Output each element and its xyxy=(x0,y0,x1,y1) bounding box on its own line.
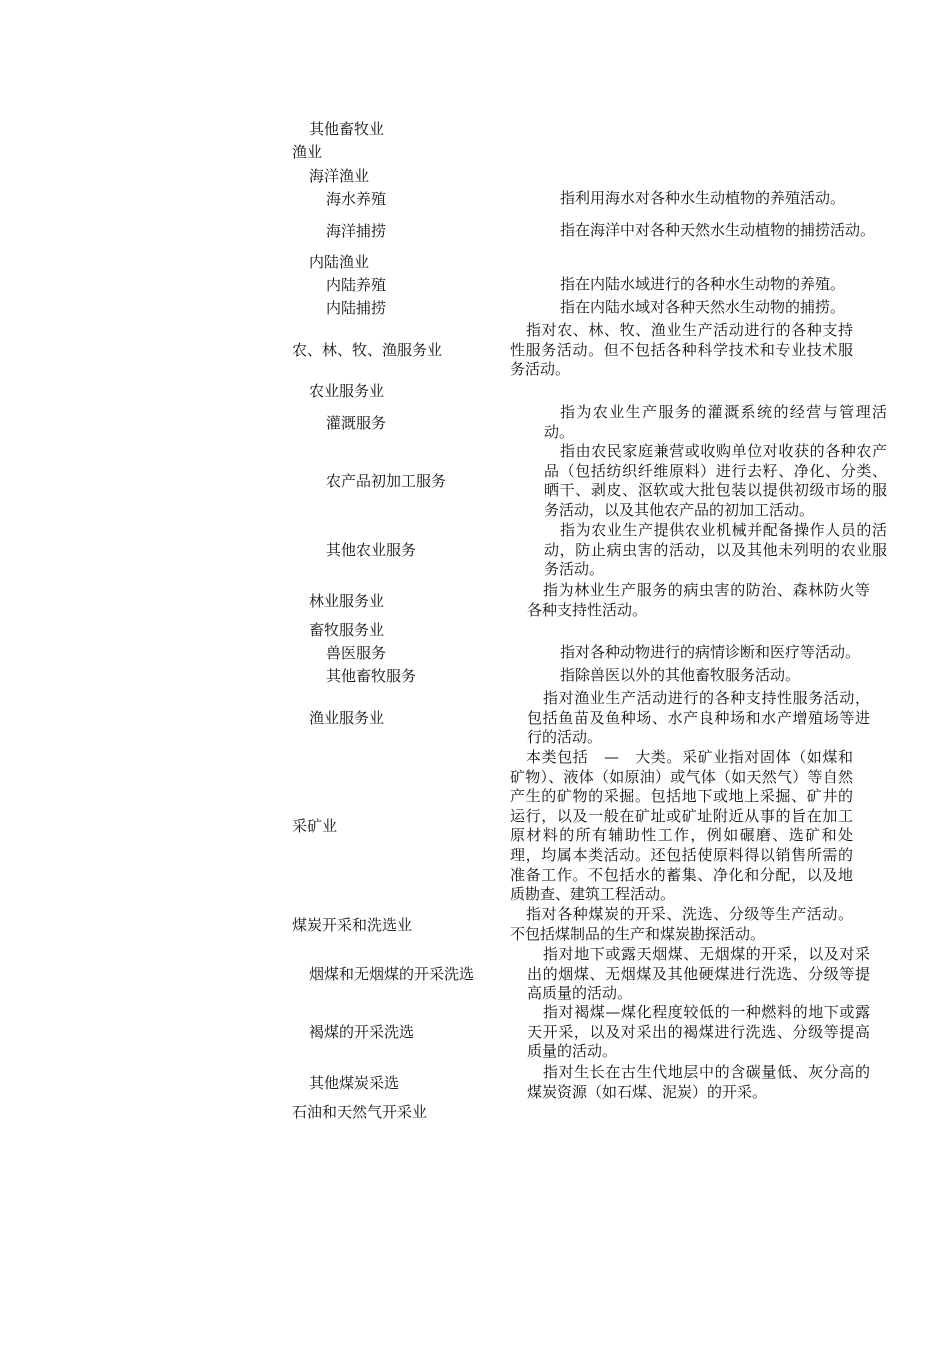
category-description: 指对生长在古生代地层中的含碳量低、灰分高的煤炭资源（如石煤、泥炭）的开采。 xyxy=(527,1063,870,1101)
category-description: 指对各种动物进行的病情诊断和医疗等活动。 xyxy=(560,643,861,662)
category-name: 内陆养殖 xyxy=(326,276,387,294)
category-name: 渔业 xyxy=(292,143,323,161)
category-description: 指除兽医以外的其他畜牧服务活动。 xyxy=(560,666,801,685)
table-row xyxy=(292,321,862,380)
table-row xyxy=(292,1101,862,1123)
category-name: 农产品初加工服务 xyxy=(326,472,447,491)
category-description: 指对渔业生产活动进行的各种支持性服务活动，包括鱼苗及鱼种场、水产良种场和水产增殖场等进行的活动。 xyxy=(527,689,870,747)
category-name: 褐煤的开采洗选 xyxy=(309,1023,415,1042)
table-row xyxy=(292,521,887,580)
category-description: 指对农、林、牧、渔业生产活动进行的各种支持性服务活动。但不包括各种科学技术和专业技术服务活动。 xyxy=(510,321,853,379)
category-description: 指对褐煤—煤化程度较低的一种燃料的地下或露天开采，以及对采出的褐煤进行洗选、分级等提高质量的活动。 xyxy=(527,1003,870,1061)
table-row xyxy=(292,1003,870,1062)
table-row xyxy=(292,220,876,242)
category-description: 指利用海水对各种水生动植物的养殖活动。 xyxy=(560,189,846,208)
category-description: 指为林业生产服务的病虫害的防治、森林防火等各种支持性活动。 xyxy=(527,581,870,619)
category-name: 石油和天然气开采业 xyxy=(292,1103,428,1121)
category-name: 内陆渔业 xyxy=(309,253,370,271)
category-name: 农、林、牧、渔服务业 xyxy=(292,341,443,360)
table-row xyxy=(292,188,862,210)
table-row xyxy=(292,403,887,442)
category-description: 指为农业生产提供农业机械并配备操作人员的活动，防止病虫害的活动，以及其他未列明的农业服务活动。 xyxy=(544,521,887,579)
category-name: 采矿业 xyxy=(292,817,338,836)
table-row xyxy=(292,581,870,620)
table-row xyxy=(292,380,862,402)
category-name: 海水养殖 xyxy=(326,190,387,208)
category-name: 其他农业服务 xyxy=(326,541,417,560)
table-row xyxy=(292,1063,870,1102)
category-description: 指在海洋中对各种天然水生动植物的捕捞活动。 xyxy=(560,221,876,240)
table-row xyxy=(292,297,862,319)
table-row xyxy=(292,689,870,748)
table-row xyxy=(292,619,862,641)
category-name: 烟煤和无烟煤的开采洗选 xyxy=(309,965,475,984)
table-row xyxy=(292,442,887,520)
category-description: 指为农业生产服务的灌溉系统的经营与管理活动。 xyxy=(544,403,887,441)
table-row xyxy=(292,165,862,187)
table-row xyxy=(292,251,862,273)
table-row xyxy=(292,905,862,944)
category-description: 指由农民家庭兼营或收购单位对收获的各种农产品（包括纺织纤维原料）进行去籽、净化、分类、晒干、剥皮、沤软或大批包装以提供初级市场的服务活动，以及其他农产品的初加工活动。 xyxy=(544,442,887,519)
category-name: 其他畜牧服务 xyxy=(326,667,417,685)
category-name: 其他煤炭采选 xyxy=(309,1073,400,1092)
category-name: 其他畜牧业 xyxy=(309,120,385,138)
category-name: 灌溉服务 xyxy=(326,413,387,432)
table-row xyxy=(292,642,862,664)
category-name: 内陆捕捞 xyxy=(326,299,387,317)
category-name: 农业服务业 xyxy=(309,382,385,400)
category-description: 指对地下或露天烟煤、无烟煤的开采，以及对采出的烟煤、无烟煤及其他硬煤进行洗选、分级等提高质量的活动。 xyxy=(527,945,870,1003)
category-name: 海洋捕捞 xyxy=(326,222,387,240)
category-name: 兽医服务 xyxy=(326,644,387,662)
table-row xyxy=(292,665,862,687)
category-description: 指在内陆水域对各种天然水生动物的捕捞。 xyxy=(560,298,846,317)
category-name: 畜牧服务业 xyxy=(309,621,385,639)
category-description: 指在内陆水域进行的各种水生动物的养殖。 xyxy=(560,275,846,294)
table-row xyxy=(292,274,862,296)
category-name: 林业服务业 xyxy=(309,591,385,610)
table-row xyxy=(292,945,870,1004)
category-name: 海洋渔业 xyxy=(309,167,370,185)
table-row xyxy=(292,141,862,163)
table-row xyxy=(292,118,862,140)
table-row xyxy=(292,748,862,905)
category-name: 煤炭开采和洗选业 xyxy=(292,915,413,934)
category-description: 指对各种煤炭的开采、洗选、分级等生产活动。不包括煤制品的生产和煤炭勘探活动。 xyxy=(510,905,853,943)
category-name: 渔业服务业 xyxy=(309,709,385,728)
category-description: 本类包括 — 大类。采矿业指对固体（如煤和矿物）、液体（如原油）或气体（如天然气）等自然产生的矿物的采掘。包括地下或地上采掘、矿井的运行，以及一般在矿址或矿址附近从事的旨在加工原材料的所有辅助性工作，例如碾磨、选矿和处理，均属本类活动。还包括使原料得以销售所需的准备工作。不包括水的蓄集、净化和分配，以及地质勘查、建筑工程活动。 xyxy=(510,748,853,904)
